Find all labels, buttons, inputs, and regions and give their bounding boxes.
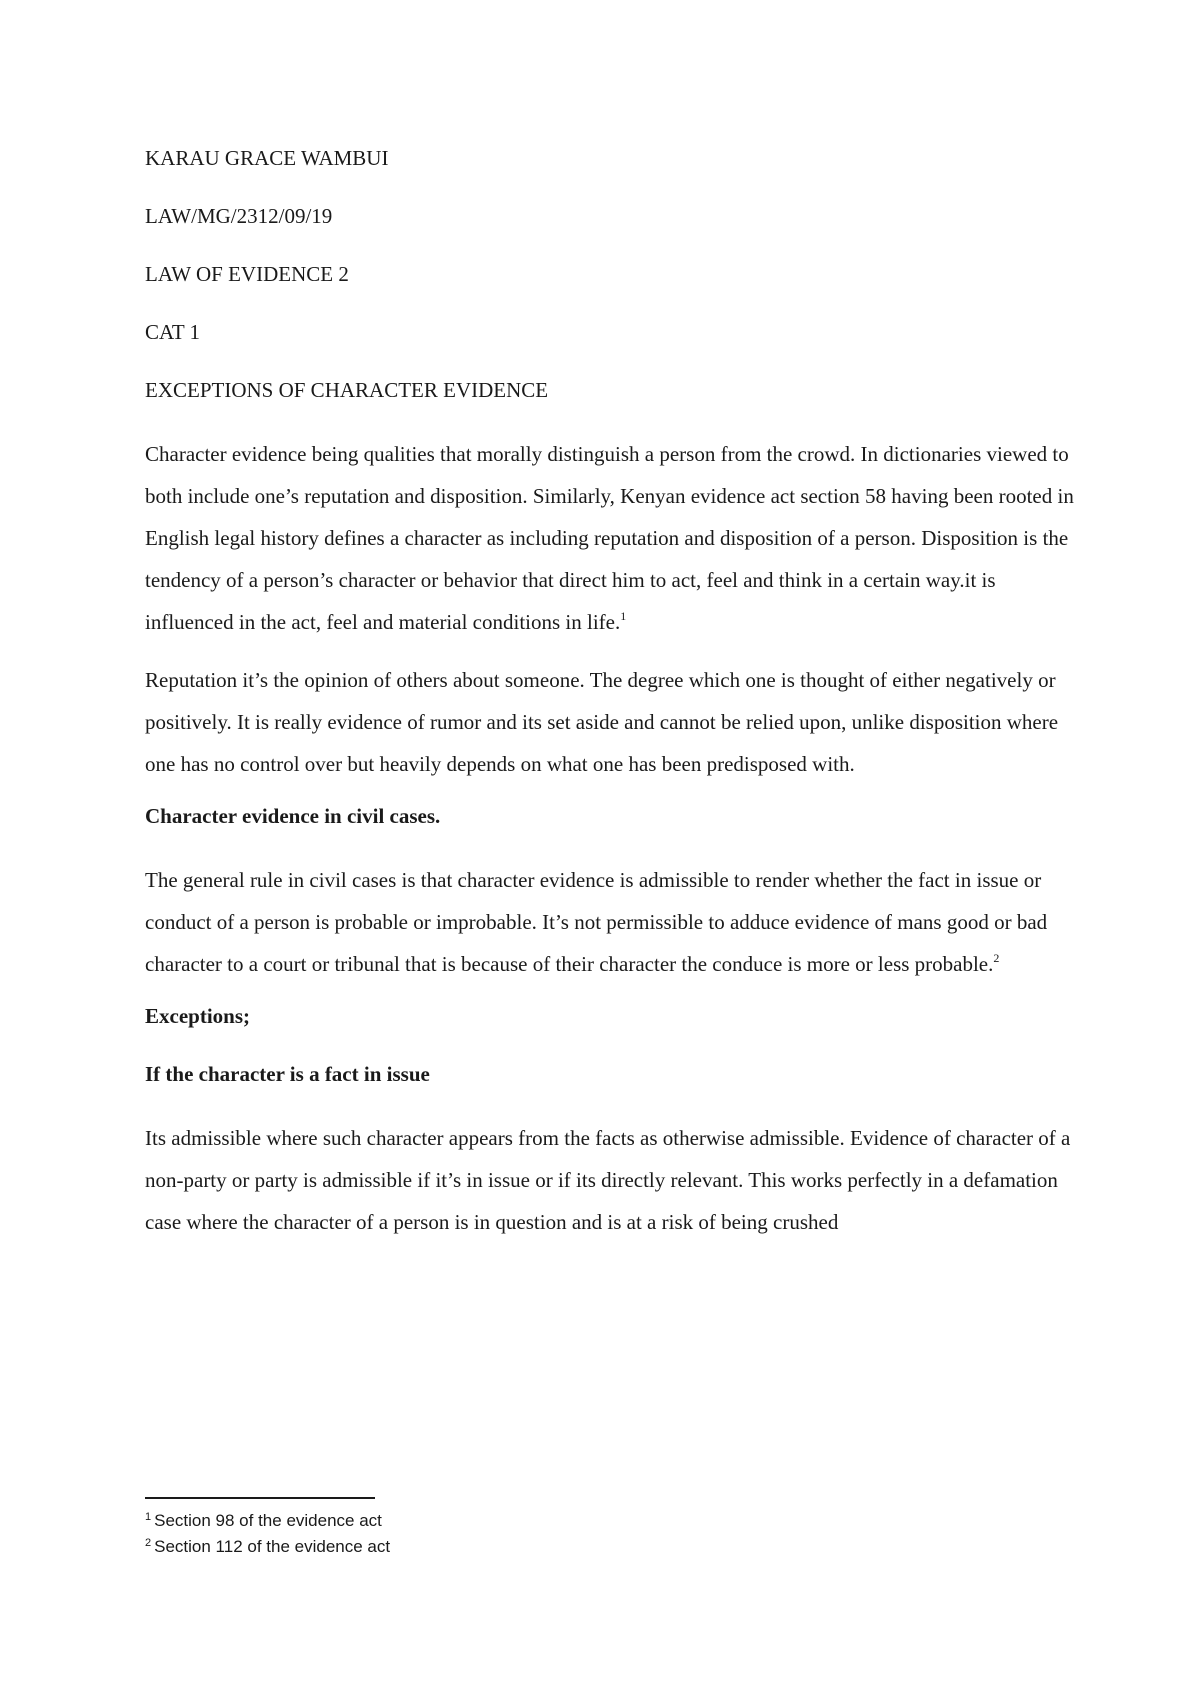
section-heading-fact-in-issue: If the character is a fact in issue (145, 1062, 430, 1086)
footnote-number: 2 (145, 1537, 152, 1549)
document-body (145, 143, 1075, 1259)
footnote-text: Section 98 of the evidence act (154, 1511, 382, 1530)
footnote-separator (145, 1497, 375, 1499)
document-title: EXCEPTIONS OF CHARACTER EVIDENCE (145, 378, 549, 402)
footnote-reference[interactable]: 1 (620, 609, 627, 623)
paragraph-text: Character evidence being qualities that morally distinguish a person from the crowd. In dictionaries viewed to both include one’s reputation and disposition. Similarly, Kenyan evidence act section 58 having been rooted in English legal history defines a character as including reputation and disposition of a person. Disposition is the tendency of a person’s character or behavior that direct him to act, feel and think in a certain way.it is influenced in the act, feel and material conditions in life. (145, 442, 1074, 634)
footnote-1 (145, 1508, 745, 1534)
footnote-text: Section 112 of the evidence act (154, 1537, 391, 1556)
paragraph-general-rule (145, 859, 1075, 985)
assessment-label: CAT 1 (145, 320, 201, 344)
footnote-number: 1 (145, 1511, 152, 1523)
paragraph-text: The general rule in civil cases is that character evidence is admissible to render whether the fact in issue or conduct of a person is probable or improbable. It’s not permissible to adduce evidence of mans good or bad character to a court or tribunal that is because of their character the conduce is more or less probable. (145, 868, 1048, 976)
paragraph-character-evidence (145, 433, 1075, 643)
paragraph-text: Its admissible where such character appears from the facts as otherwise admissible. Evidence of character of a non-party or party is admissible if it’s in issue or if its directly relevant. This works perfectly in a defamation case where the character of a person is in question and is at a risk of being crushed (145, 1126, 1071, 1234)
paragraph-text: Reputation it’s the opinion of others about someone. The degree which one is thought of either negatively or positively. It is really evidence of rumor and its set aside and cannot be relied upon, unlike disposition where one has no control over but heavily depends on what one has been predisposed with. (145, 668, 1059, 776)
footnotes (145, 1508, 745, 1560)
section-heading-exceptions: Exceptions; (145, 1004, 250, 1028)
registration-number: LAW/MG/2312/09/19 (145, 204, 333, 228)
footnote-reference[interactable]: 2 (993, 951, 1000, 965)
student-name: KARAU GRACE WAMBUI (145, 146, 389, 170)
footnote-2 (145, 1534, 745, 1560)
course-title: LAW OF EVIDENCE 2 (145, 262, 349, 286)
paragraph-fact-in-issue (145, 1117, 1075, 1243)
section-heading-civil-cases: Character evidence in civil cases. (145, 804, 441, 828)
paragraph-reputation (145, 659, 1075, 785)
